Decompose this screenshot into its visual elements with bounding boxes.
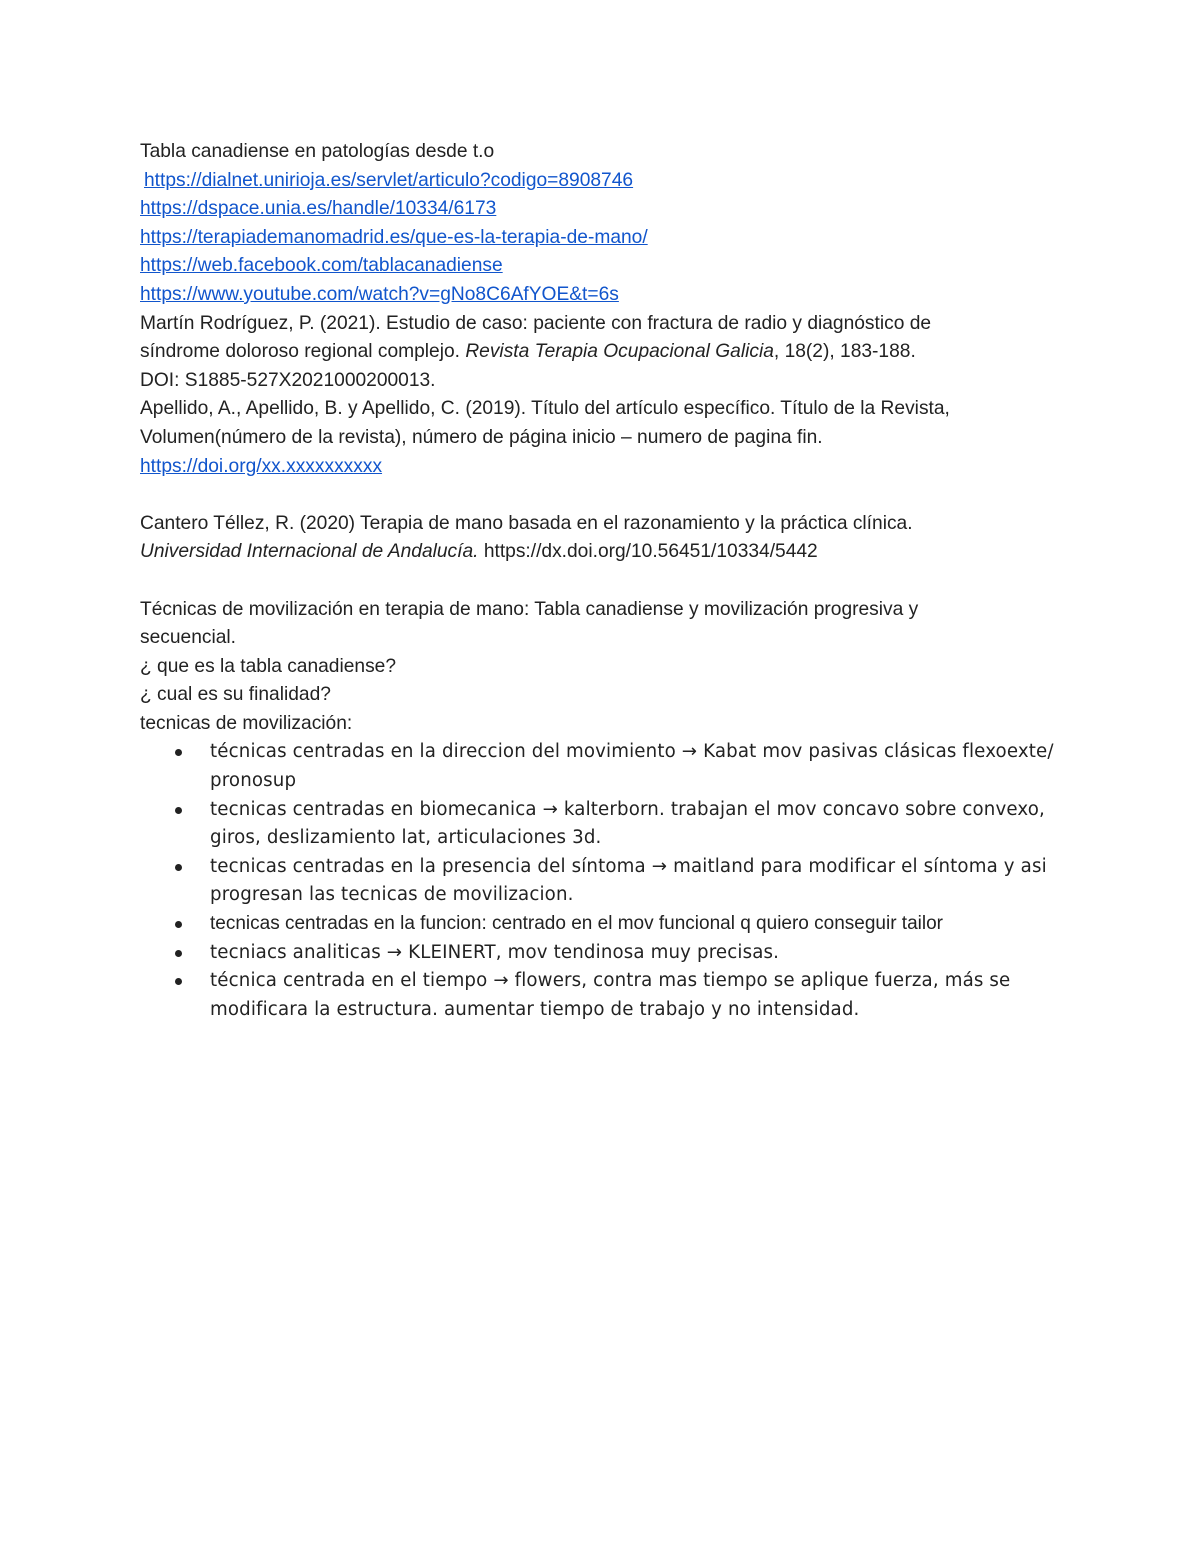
reference-3-url: https://dx.doi.org/10.56451/10334/5442 [478, 541, 818, 563]
list-item [140, 910, 1070, 939]
link-youtube-text[interactable]: https://www.youtube.com/watch?v=gNo8C6AfYOE&t=6s [140, 283, 619, 305]
list-item-text: tecnicas centradas en la presencia del síntoma → maitland para modificar el síntoma y asi progresan las tecnicas de movilizacion. [210, 855, 1047, 906]
section-heading-line-1: Técnicas de movilización en terapia de mano: Tabla canadiense y movilización progresiva y [140, 598, 919, 620]
techniques-list [140, 738, 1070, 1024]
document-body [140, 138, 1070, 1024]
reference-2-line-2: Volumen(número de la revista), número de página inicio – numero de pagina fin. [140, 426, 823, 448]
reference-1-line-2 [140, 338, 1070, 367]
link-youtube[interactable] [140, 281, 1070, 310]
link-terapiademano[interactable] [140, 224, 1070, 253]
blank-line [140, 567, 1070, 596]
list-item-text: tecniacs analiticas → KLEINERT, mov tendinosa muy precisas. [210, 941, 780, 963]
reference-2-link[interactable] [140, 453, 1070, 482]
reference-3-publisher: Universidad Internacional de Andalucía. [140, 541, 479, 563]
reference-2-line-1: Apellido, A., Apellido, B. y Apellido, C. (2019). Título del artículo específico. Título de la Revista, [140, 398, 950, 420]
bullet-icon [175, 749, 182, 756]
bullet-icon [175, 864, 182, 871]
reference-2-link-text[interactable]: https://doi.org/xx.xxxxxxxxxx [140, 455, 383, 477]
list-item-text: técnicas centradas en la direccion del movimiento → Kabat mov pasivas clásicas flexoexte/ pronosup [210, 741, 1054, 792]
reference-1-doi: DOI: S1885-527X2021000200013. [140, 369, 436, 391]
link-facebook[interactable] [140, 252, 1070, 281]
link-dialnet-text[interactable]: https://dialnet.unirioja.es/servlet/articulo?codigo=8908746 [144, 169, 634, 191]
bullet-icon [175, 807, 182, 814]
link-dspace[interactable] [140, 195, 1070, 224]
list-item-text: tecnicas centradas en biomecanica → kalterborn. trabajan el mov concavo sobre convexo, giros, deslizamiento lat, articulaciones 3d. [210, 798, 1045, 849]
reference-1-line-2-end: , 18(2), 183-188. [773, 341, 916, 363]
techniques-intro: tecnicas de movilización: [140, 712, 353, 734]
question-2: ¿ cual es su finalidad? [140, 684, 331, 706]
link-terapiademano-text[interactable]: https://terapiademanomadrid.es/que-es-la-terapia-de-mano/ [140, 226, 648, 248]
list-item [140, 738, 1070, 795]
reference-1-line-2-start: síndrome doloroso regional complejo. [140, 341, 466, 363]
bullet-icon [175, 950, 182, 957]
list-item [140, 853, 1070, 910]
list-item [140, 939, 1070, 968]
section-heading-line-2: secuencial. [140, 627, 236, 649]
document-title: Tabla canadiense en patologías desde t.o [140, 141, 495, 162]
blank-line [140, 481, 1070, 510]
bullet-icon [175, 978, 182, 985]
question-1: ¿ que es la tabla canadiense? [140, 655, 397, 677]
reference-3-line-2 [140, 538, 1070, 567]
reference-3-line-1: Cantero Téllez, R. (2020) Terapia de mano basada en el razonamiento y la práctica clínica. [140, 512, 913, 534]
reference-1-line-1: Martín Rodríguez, P. (2021). Estudio de caso: paciente con fractura de radio y diagnóstico de [140, 312, 932, 334]
link-dspace-text[interactable]: https://dspace.unia.es/handle/10334/6173 [140, 198, 497, 220]
reference-1-journal: Revista Terapia Ocupacional Galicia [465, 341, 774, 363]
list-item-text: tecnicas centradas en la funcion: centrado en el mov funcional q quiero conseguir tailor [210, 913, 943, 935]
list-item [140, 796, 1070, 853]
list-item [140, 967, 1070, 1024]
bullet-icon [175, 921, 182, 928]
list-item-text: técnica centrada en el tiempo → flowers, contra mas tiempo se aplique fuerza, más se modificara la estructura. aumentar tiempo de trabajo y no intensidad. [210, 970, 1011, 1020]
link-dialnet[interactable] [140, 167, 1070, 196]
link-facebook-text[interactable]: https://web.facebook.com/tablacanadiense [140, 255, 503, 277]
